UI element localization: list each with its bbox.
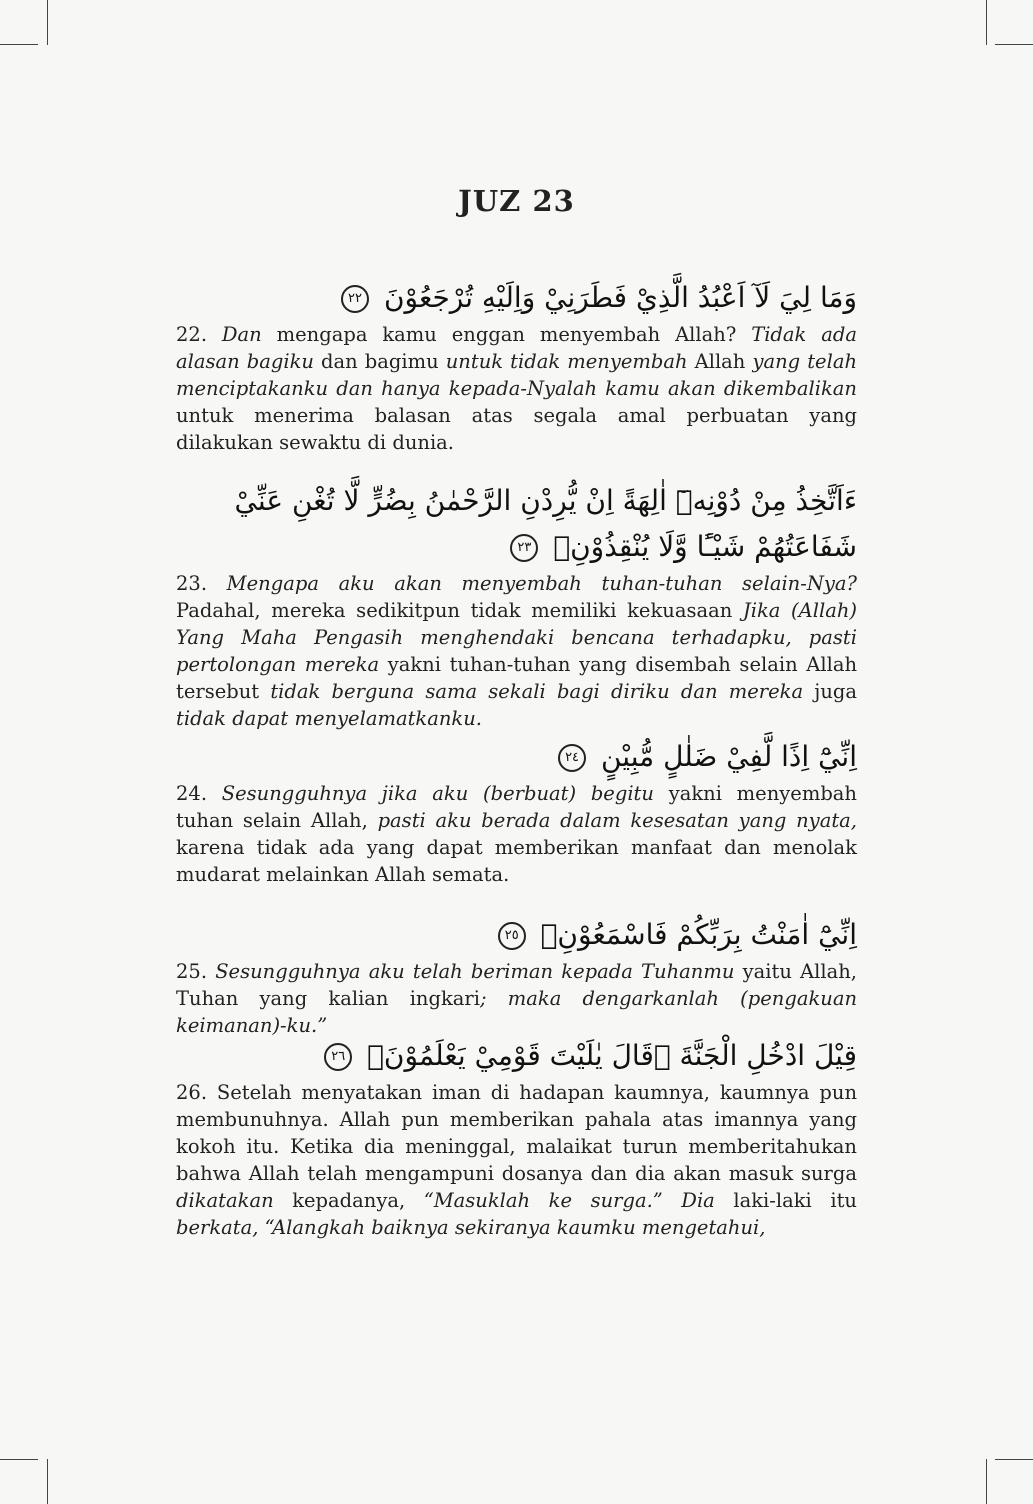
translation-segment: pasti aku berada dalam kesesatan yang nyata,: [377, 809, 857, 832]
translation-segment: 22.: [176, 323, 222, 346]
translation-segment: Mengapa aku akan menyembah tuhan-tuhan selain-Nya?: [226, 572, 857, 595]
translation-segment: Jika (Allah) Yang Maha Pengasih menghendaki bencana terhadapku, pasti pertolongan mereka: [176, 599, 857, 676]
translation-segment: laki-laki itu: [714, 1189, 857, 1212]
translation-segment: yang telah menciptakanku dan hanya kepada-Nyalah kamu akan dikembalikan: [176, 350, 858, 400]
translation-segment: kepadanya,: [273, 1189, 424, 1212]
translation-segment: Allah: [687, 350, 753, 373]
verse-block-23: [176, 478, 857, 732]
translation-segment: Sesungguhnya jika aku (berbuat) begitu: [221, 782, 654, 805]
arabic-verse: اِنِّيْٓ اِذًا لَّفِيْ ضَلٰلٍ مُّبِيْنٍ ٢٤: [176, 734, 857, 780]
translation-segment: juga: [803, 680, 858, 703]
translation-segment: Sesungguhnya aku telah beriman kepada Tuhanmu: [215, 960, 735, 983]
translation-segment: Dan: [221, 323, 262, 346]
translation-segment: berkata, “Alangkah baiknya sekiranya kaumku mengetahui,: [176, 1216, 766, 1239]
crop-mark: [0, 44, 38, 45]
translation-segment: tidak dapat menyelamatkanku.: [176, 707, 482, 730]
crop-mark: [995, 44, 1033, 45]
translation-segment: tidak berguna sama sekali bagi diriku dan mereka: [270, 680, 804, 703]
translation-segment: yakni tuhan-tuhan yang disembah selain Allah tersebut: [176, 653, 858, 703]
translation-segment: yaitu Allah, Tuhan yang kalian ingkari: [176, 960, 857, 1010]
translation-segment: “Masuklah ke surga.” Dia: [423, 1189, 715, 1212]
ayah-number-marker: ٢٤: [558, 744, 586, 772]
arabic-verse: ءَاَتَّخِذُ مِنْ دُوْنِهٖٓ اٰلِهَةً اِنْ يُّرِدْنِ الرَّحْمٰنُ بِضُرٍّ لَّا تُغْنِ عَنِّيْ شَفَاعَتُهُمْ شَيْـًٔا وَّلَا يُنْقِذُوْنِۚ ٢٣: [234, 484, 857, 563]
verse-block-22: [176, 275, 857, 456]
crop-mark: [995, 1459, 1033, 1460]
ayah-number-marker: ٢٥: [498, 922, 526, 950]
translation-segment: mengapa kamu enggan menyembah Allah?: [261, 323, 752, 346]
translation-segment: untuk tidak menyembah: [445, 350, 688, 373]
translation-paragraph: [176, 321, 857, 456]
verse-block-25: [176, 912, 857, 1039]
arabic-verse: قِيْلَ ادْخُلِ الْجَنَّةَ ۗقَالَ يٰلَيْتَ قَوْمِيْ يَعْلَمُوْنَۙ ٢٦: [176, 1033, 857, 1079]
ayah-number-marker: ٢٢: [341, 285, 369, 313]
crop-mark: [986, 1459, 987, 1504]
page-title: JUZ 23: [458, 184, 575, 218]
translation-segment: 26. Setelah menyatakan iman di hadapan kaumnya, kaumnya pun membunuhnya. Allah pun memberikan pahala atas imannya yang kokoh itu. Ketika dia meninggal, malaikat turun memberitahukan bahwa Allah telah mengampuni dosanya dan dia akan masuk surga: [176, 1081, 857, 1185]
arabic-verse: اِنِّيْٓ اٰمَنْتُ بِرَبِّكُمْ فَاسْمَعُوْنِۗ ٢٥: [176, 912, 857, 958]
translation-segment: 25.: [176, 960, 216, 983]
translation-segment: karena tidak ada yang dapat memberikan manfaat dan menolak mudarat melainkan Allah semata.: [176, 836, 857, 886]
translation-segment: ; maka dengarkanlah (pengakuan keimanan)-ku.”: [176, 987, 858, 1037]
verse-block-24: [176, 734, 857, 888]
translation-segment: 24.: [176, 782, 222, 805]
ayah-number-marker: ٢٦: [324, 1043, 352, 1071]
translation-paragraph: [176, 570, 857, 732]
verse-block-26: [176, 1033, 857, 1241]
arabic-verse: وَمَا لِيَ لَآ اَعْبُدُ الَّذِيْ فَطَرَنِيْ وَاِلَيْهِ تُرْجَعُوْنَ ٢٢: [176, 275, 857, 321]
crop-mark: [986, 0, 987, 45]
translation-paragraph: [176, 1079, 857, 1241]
translation-segment: dikatakan: [176, 1189, 274, 1212]
translation-segment: yakni menyembah tuhan selain Allah,: [176, 782, 857, 832]
translation-segment: dan bagimu: [313, 350, 446, 373]
translation-paragraph: [176, 780, 857, 888]
crop-mark: [0, 1459, 38, 1460]
translation-segment: Tidak ada alasan bagiku: [176, 323, 857, 373]
translation-paragraph: [176, 958, 857, 1039]
translation-segment: untuk menerima balasan atas segala amal perbuatan yang dilakukan sewaktu di dunia.: [176, 404, 857, 454]
crop-mark: [47, 1459, 48, 1504]
crop-mark: [47, 0, 48, 45]
translation-segment: 23.: [176, 572, 227, 595]
ayah-number-marker: ٢٣: [510, 534, 538, 562]
translation-segment: Padahal, mereka sedikitpun tidak memiliki kekuasaan: [176, 599, 743, 622]
